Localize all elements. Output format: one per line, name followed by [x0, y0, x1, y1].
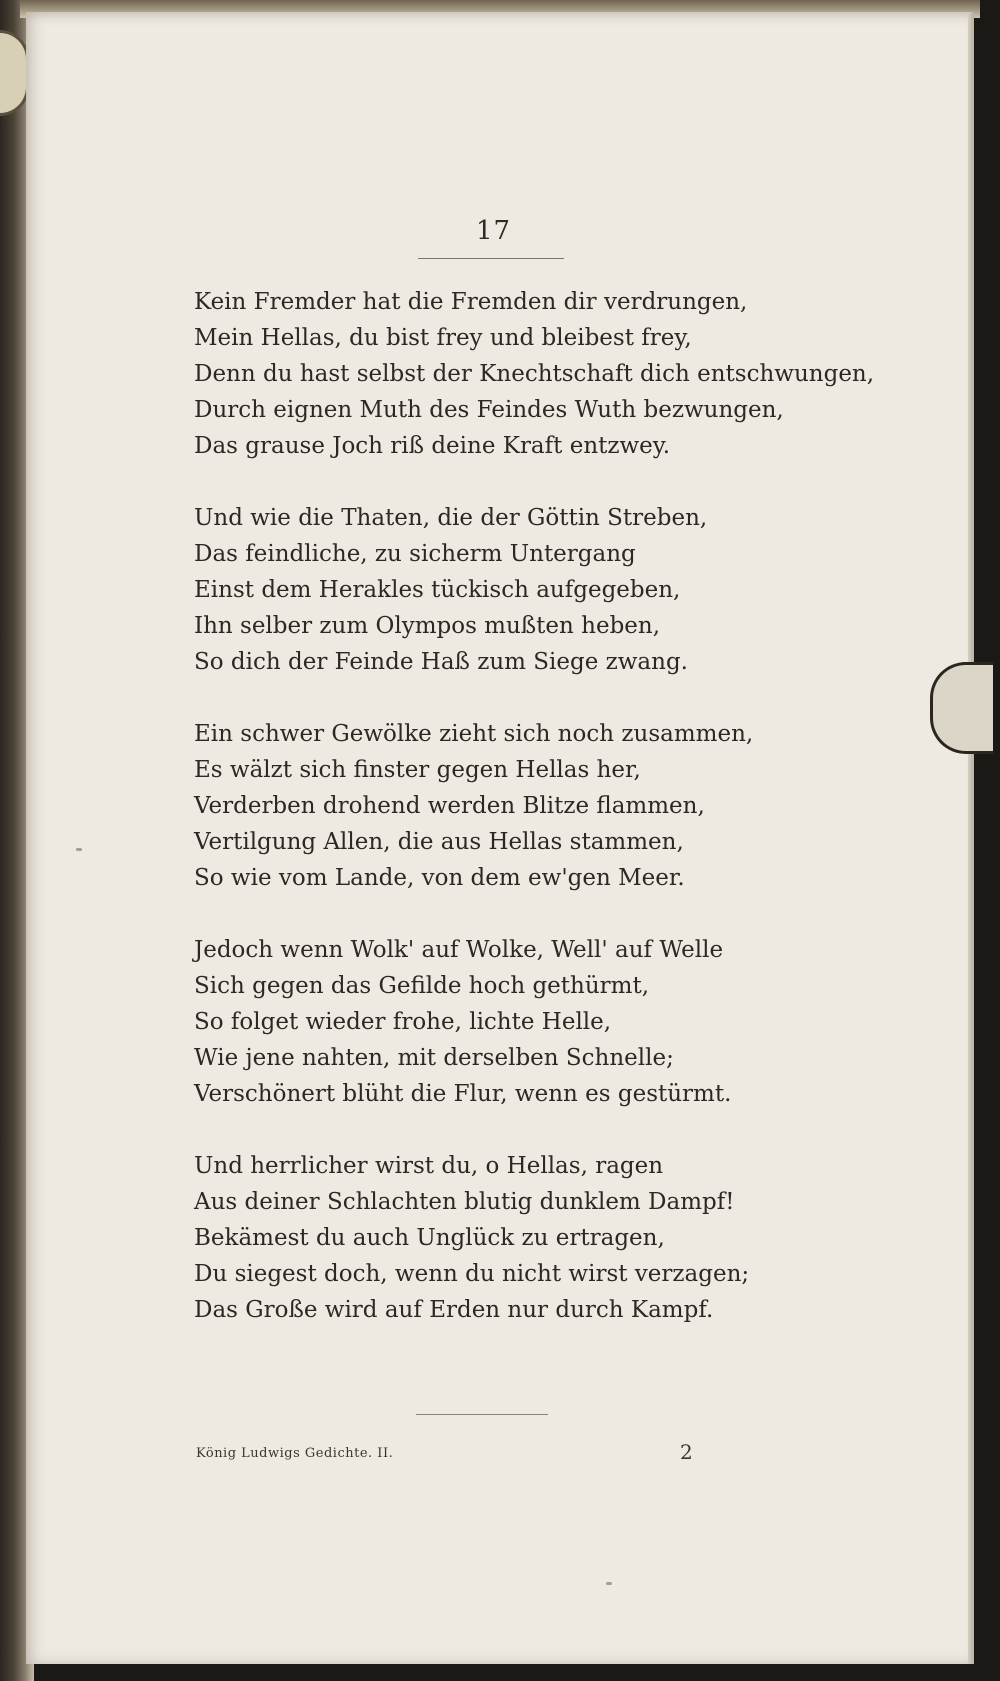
verse-line: Es wälzt sich finster gegen Hellas her,	[194, 757, 641, 783]
verse-line: Aus deiner Schlachten blutig dunklem Dampf!	[194, 1189, 735, 1215]
verse-line: Vertilgung Allen, die aus Hellas stammen,	[194, 829, 684, 855]
paper-speck	[76, 848, 82, 851]
stanza	[194, 500, 814, 680]
paper-speck	[606, 1582, 612, 1585]
stanza	[194, 284, 875, 464]
page-edge	[968, 12, 974, 1664]
verse-line: Das grause Joch riß deine Kraft entzwey.	[194, 433, 671, 459]
verse-line: Denn du hast selbst der Knechtschaft dich entschwungen,	[194, 361, 875, 387]
verse-line: Verderben drohend werden Blitze flammen,	[194, 793, 705, 819]
verse-line: Kein Fremder hat die Fremden dir verdrungen,	[194, 289, 748, 315]
verse-line: Das feindliche, zu sicherm Untergang	[194, 541, 636, 567]
verse-line: Durch eignen Muth des Feindes Wuth bezwungen,	[194, 397, 784, 423]
verse-line: Und wie die Thaten, die der Göttin Streben,	[194, 505, 708, 531]
verse-line: Wie jene nahten, mit derselben Schnelle;	[194, 1045, 674, 1071]
footer-book-title: König Ludwigs Gedichte. II.	[196, 1446, 394, 1461]
stanza	[194, 932, 814, 1112]
verse-line: Ein schwer Gewölke zieht sich noch zusammen,	[194, 721, 754, 747]
verse-line: Sich gegen das Gefilde hoch gethürmt,	[194, 973, 650, 999]
verse-line: Mein Hellas, du bist frey und bleibest frey,	[194, 325, 692, 351]
book-page	[26, 12, 974, 1664]
verse-line: Verschönert blüht die Flur, wenn es gestürmt.	[194, 1081, 732, 1107]
verse-line: Das Große wird auf Erden nur durch Kampf.	[194, 1297, 714, 1323]
poem-text	[194, 284, 875, 1364]
page-number: 17	[476, 216, 512, 246]
verse-line: Einst dem Herakles tückisch aufgegeben,	[194, 577, 681, 603]
verse-line: Bekämest du auch Unglück zu ertragen,	[194, 1225, 665, 1251]
verse-line: Und herrlicher wirst du, o Hellas, ragen	[194, 1153, 664, 1179]
thumb-index-tab	[930, 662, 993, 754]
signature-mark: 2	[680, 1440, 693, 1464]
footer-rule	[416, 1414, 548, 1415]
header-rule	[418, 258, 564, 259]
verse-line: Du siegest doch, wenn du nicht wirst verzagen;	[194, 1261, 750, 1287]
verse-line: Ihn selber zum Olympos mußten heben,	[194, 613, 661, 639]
stanza	[194, 1148, 814, 1328]
stanza	[194, 716, 814, 896]
verse-line: So wie vom Lande, von dem ew'gen Meer.	[194, 865, 685, 891]
verse-line: So dich der Feinde Haß zum Siege zwang.	[194, 649, 688, 675]
verse-line: So folget wieder frohe, lichte Helle,	[194, 1009, 612, 1035]
verse-line: Jedoch wenn Wolk' auf Wolke, Well' auf Welle	[194, 937, 724, 963]
